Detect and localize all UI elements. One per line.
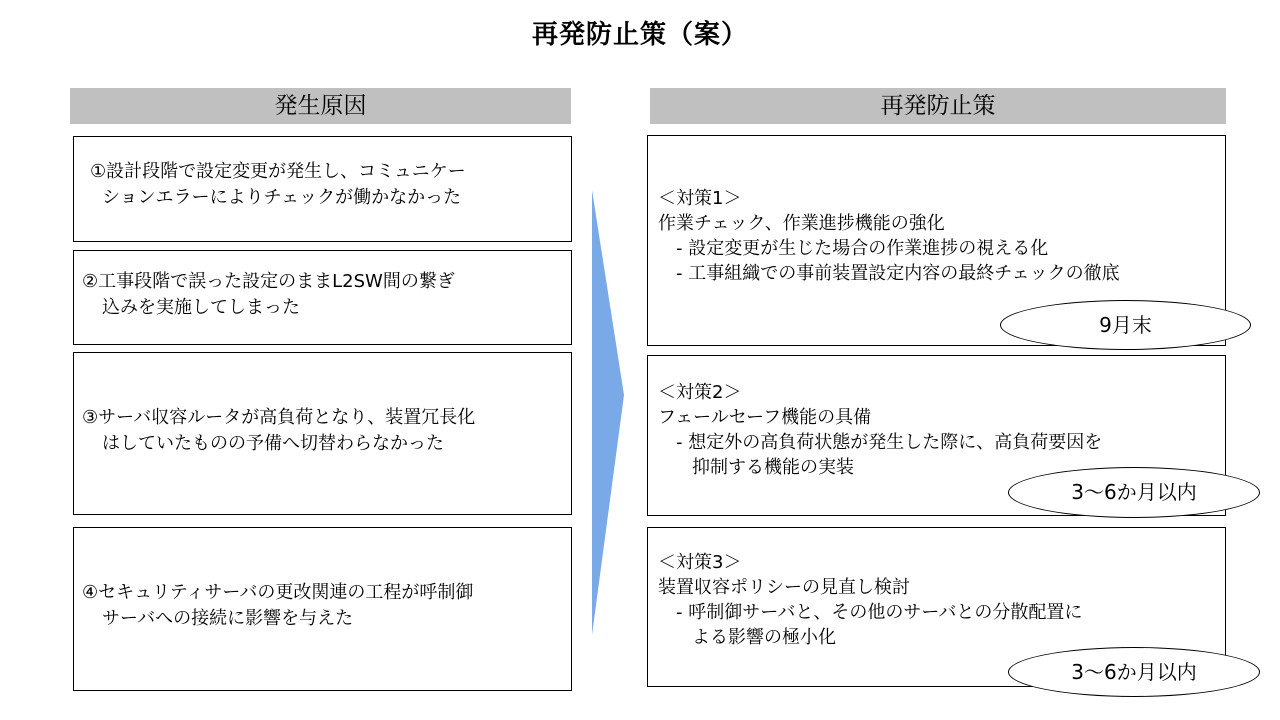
cause-1-line1: ①設計段階で設定変更が発生し、コミュニケー: [90, 161, 466, 182]
countermeasure-1-label: ＜対策1＞: [658, 188, 742, 209]
countermeasure-2-text: [658, 380, 1213, 480]
countermeasure-3-item-2: よる影響の極小化: [692, 627, 836, 648]
countermeasure-1-heading: 作業チェック、作業進捗機能の強化: [658, 213, 945, 234]
deadline-badge-3: 3～6か月以内: [1008, 647, 1260, 697]
countermeasure-2-item-1: - 想定外の高負荷状態が発生した際に、高負荷要因を: [676, 432, 1103, 453]
countermeasures-header: 再発防止策: [650, 88, 1226, 124]
countermeasure-3-text: [658, 550, 1213, 650]
cause-1-text: [90, 159, 561, 211]
countermeasure-1-item-1: - 設定変更が生じた場合の作業進捗の視える化: [676, 238, 1049, 259]
deadline-badge-1: 9月末: [1000, 300, 1251, 350]
countermeasure-1-text: [658, 186, 1213, 286]
flow-arrow-shape: [592, 190, 624, 635]
cause-3-line2: はしていたものの予備へ切替わらなかった: [102, 433, 444, 454]
countermeasure-2-item-2: 抑制する機能の実装: [692, 457, 854, 478]
cause-2-text: [82, 269, 561, 321]
cause-3-text: [82, 405, 561, 457]
cause-4-text: [82, 580, 561, 632]
cause-4-line2: サーバへの接続に影響を与えた: [102, 608, 354, 629]
cause-2-line1: ②工事段階で誤った設定のままL2SW間の繋ぎ: [82, 271, 455, 292]
cause-box-3: [73, 352, 572, 515]
cause-4-line1: ④セキュリティサーバの更改関連の工程が呼制御: [82, 582, 474, 603]
countermeasure-2-label: ＜対策2＞: [658, 382, 742, 403]
cause-3-line1: ③サーバ収容ルータが高負荷となり、装置冗長化: [82, 407, 476, 428]
cause-2-line2: 込みを実施してしまった: [102, 297, 300, 318]
causes-header: 発生原因: [70, 88, 571, 124]
countermeasure-3-item-1: - 呼制御サーバと、その他のサーバとの分散配置に: [676, 602, 1083, 623]
cause-box-2: [73, 250, 572, 345]
cause-box-1: [73, 136, 572, 242]
cause-box-4: [73, 527, 572, 691]
flow-arrow: [586, 190, 630, 640]
countermeasure-2-heading: フェールセーフ機能の具備: [658, 407, 872, 428]
cause-1-line2: ションエラーによりチェックが働かなかった: [102, 187, 462, 208]
deadline-badge-2: 3～6か月以内: [1008, 467, 1260, 518]
countermeasure-1-item-2: - 工事組織での事前装置設定内容の最終チェックの徹底: [676, 263, 1120, 284]
countermeasure-3-heading: 装置収容ポリシーの見直し検討: [658, 577, 910, 598]
page-title: 再発防止策（案）: [531, 20, 748, 50]
countermeasure-3-label: ＜対策3＞: [658, 552, 742, 573]
